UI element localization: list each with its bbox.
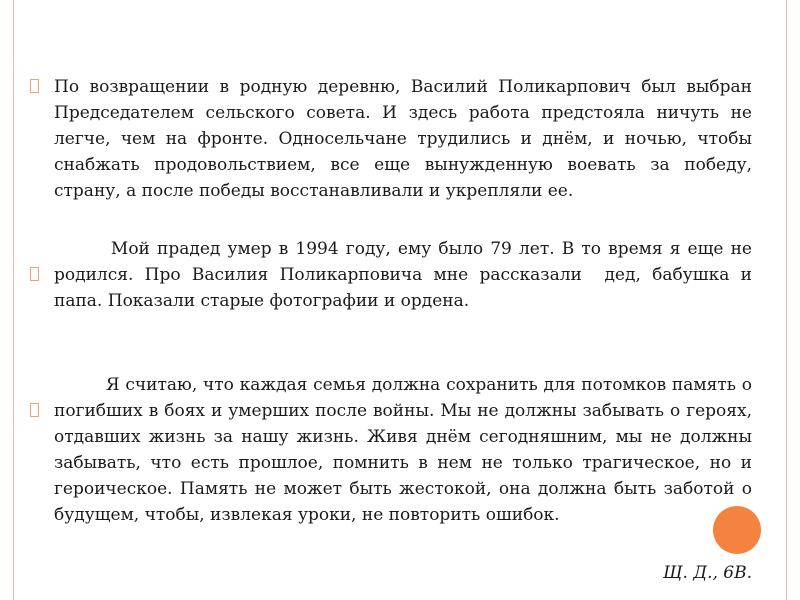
- paragraph-memory: [30, 346, 758, 554]
- paragraph-text: Я считаю, что каждая семья должна сохранить для потомков память о погибших в боях и умерших после войны. Мы не должны забывать о героях, отдавших жизнь за нашу жизнь. Живя днём сегодняшним, мы не должны забывать, что есть прошлое, помнить в нем не только трагическое, но и героическое. Память не может быть жестокой, она должна быть заботой о будущем, чтобы, извлекая уроки, не повторить ошибок.: [54, 375, 758, 525]
- paragraph-great-grandfather: [30, 210, 758, 340]
- frame-right-line: [786, 0, 787, 600]
- accent-circle: [713, 506, 761, 554]
- paragraph-text: По возвращении в родную деревню, Василий Поликарпович был выбран Председателем сельского совета. И здесь работа предстояла ничуть не легче, чем на фронте. Односельчане трудились и днём, и ночью, чтобы снабжать продовольствием, все еще вынужденную воевать за победу, страну, а после победы восстанавливали и укрепляли ее.: [54, 77, 752, 201]
- author-signature: Щ. Д., 6В.: [663, 563, 752, 583]
- hollow-square-bullet-icon: [30, 351, 39, 365]
- paragraph-return-home: [30, 74, 752, 204]
- frame-left-line: [13, 0, 14, 600]
- paragraph-text: Мой прадед умер в 1994 году, ему было 79 лет. В то время я еще не родился. Про Василия Поликарповича мне рассказали дед, бабушка и папа. Показали старые фотографии и ордена.: [54, 239, 758, 311]
- text-body: [30, 74, 758, 586]
- hollow-square-bullet-icon: [30, 79, 39, 93]
- hollow-square-bullet-icon: [30, 215, 39, 229]
